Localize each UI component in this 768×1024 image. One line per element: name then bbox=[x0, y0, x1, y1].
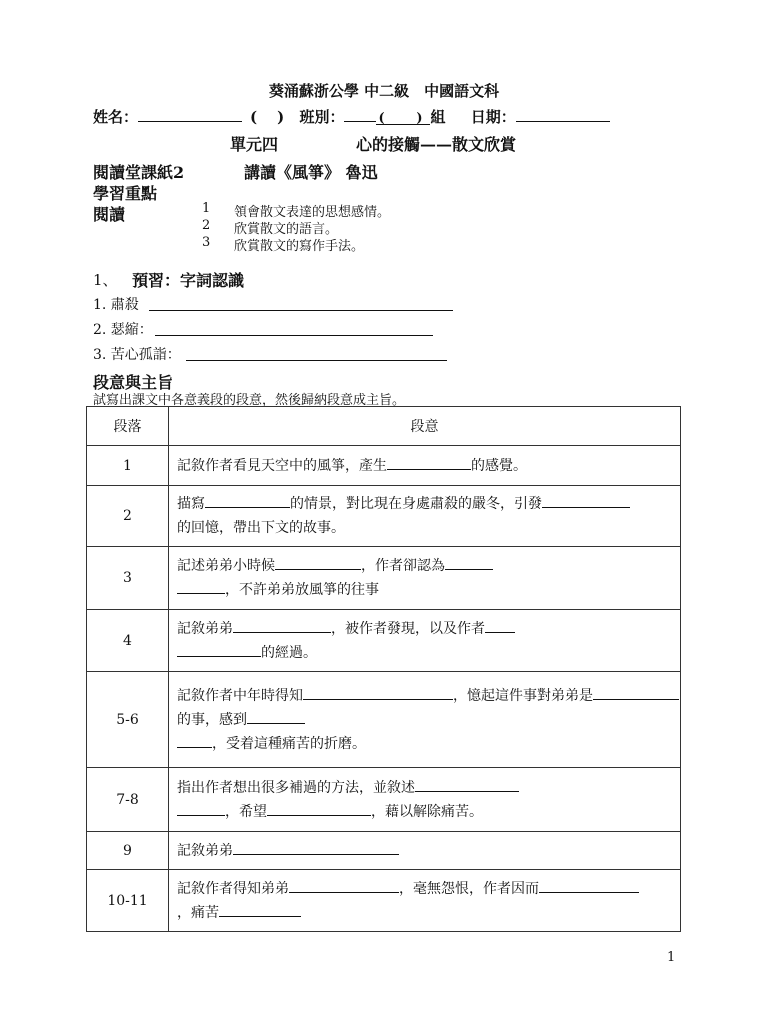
meaning-text: ，痛苦 bbox=[177, 904, 219, 921]
para-meaning bbox=[169, 446, 681, 486]
answer-blank[interactable] bbox=[247, 708, 305, 724]
para-number: 9 bbox=[87, 832, 169, 870]
meaning-text: 記敘作者看見天空中的風箏，產生 bbox=[177, 457, 387, 474]
name-field[interactable] bbox=[138, 108, 242, 122]
meaning-text: ，藉以解除痛苦。 bbox=[371, 803, 483, 820]
answer-blank[interactable] bbox=[233, 617, 331, 633]
answer-blank[interactable] bbox=[289, 877, 399, 893]
answer-blank[interactable] bbox=[233, 839, 399, 855]
vocab-item-1 bbox=[93, 294, 139, 314]
answer-blank[interactable] bbox=[177, 578, 225, 594]
meaning-text: ，受着這種痛苦的折磨。 bbox=[212, 735, 366, 752]
class-label: 班別： bbox=[299, 108, 345, 126]
para-meaning bbox=[169, 768, 681, 832]
meaning-text: 的回憶，帶出下文的故事。 bbox=[177, 520, 345, 536]
meaning-text: 記敘作者得知弟弟 bbox=[177, 880, 289, 897]
para-meaning bbox=[169, 672, 681, 768]
table-row bbox=[87, 547, 681, 610]
vocab-item-2 bbox=[93, 319, 153, 339]
meaning-text: 的感覺。 bbox=[471, 457, 527, 474]
focus-heading: 學習重點 bbox=[93, 184, 158, 203]
answer-blank[interactable] bbox=[485, 617, 515, 633]
para-number: 1 bbox=[87, 446, 169, 486]
reading-label: 閱讀 bbox=[93, 205, 126, 224]
answer-blank[interactable] bbox=[539, 877, 639, 893]
date-label: 日期： bbox=[470, 108, 516, 126]
class-field[interactable] bbox=[344, 108, 376, 122]
unit-title: 心的接觸——散文欣賞 bbox=[356, 135, 517, 154]
preview-heading: 預習：字詞認識 bbox=[132, 271, 245, 290]
preview-heading-num: 1、 bbox=[93, 271, 118, 289]
para-number: 7-8 bbox=[87, 768, 169, 832]
vocab-3-answer-line[interactable] bbox=[186, 346, 447, 361]
answer-blank[interactable] bbox=[177, 800, 225, 816]
answer-blank[interactable] bbox=[205, 492, 290, 508]
para-meaning bbox=[169, 486, 681, 547]
group-label: 組 bbox=[430, 108, 446, 126]
meaning-text: ，希望 bbox=[225, 803, 267, 820]
answer-blank[interactable] bbox=[445, 554, 493, 570]
objective-1-text: 領會散文表達的思想感情。 bbox=[234, 205, 391, 220]
page-number: 1 bbox=[667, 950, 676, 965]
para-number: 3 bbox=[87, 547, 169, 610]
vocab-1-answer-line[interactable] bbox=[149, 296, 453, 311]
answer-blank[interactable] bbox=[275, 554, 361, 570]
vocab-1-label: 1. 肅殺 bbox=[93, 297, 139, 313]
objective-2-text: 欣賞散文的語言。 bbox=[234, 222, 339, 237]
paragraph-meaning-table bbox=[86, 406, 681, 932]
meaning-text: ，毫無怨恨，作者因而 bbox=[399, 880, 539, 897]
meaning-text: 記敘弟弟 bbox=[177, 842, 233, 859]
answer-blank[interactable] bbox=[177, 641, 261, 657]
objective-3-num: 3 bbox=[202, 235, 211, 250]
meaning-text: 的事，感到 bbox=[177, 711, 247, 728]
meaning-text: ，憶起這件事對弟弟是 bbox=[453, 687, 593, 704]
table-row bbox=[87, 870, 681, 932]
answer-blank[interactable] bbox=[542, 492, 630, 508]
objective-3-text: 欣賞散文的寫作手法。 bbox=[234, 239, 365, 254]
para-number: 10-11 bbox=[87, 870, 169, 932]
para-number: 4 bbox=[87, 610, 169, 672]
section-heading: 段意與主旨 bbox=[93, 373, 174, 392]
table-row bbox=[87, 832, 681, 870]
meaning-text: ，被作者發現，以及作者 bbox=[331, 620, 485, 637]
meaning-text: 記述弟弟小時候 bbox=[177, 558, 275, 574]
lesson-text-title: 講讀《風箏》 魯迅 bbox=[244, 163, 378, 182]
para-number: 5-6 bbox=[87, 672, 169, 768]
answer-blank[interactable] bbox=[415, 776, 519, 792]
para-meaning bbox=[169, 870, 681, 932]
answer-blank[interactable] bbox=[177, 732, 212, 748]
student-info-row: 姓名： ( ) 班別： ( ) 組 日期： bbox=[93, 106, 610, 127]
objective-2-num: 2 bbox=[202, 218, 211, 233]
vocab-2-label: 2. 瑟縮： bbox=[93, 322, 153, 338]
table-row bbox=[87, 610, 681, 672]
section-instruction: 試寫出課文中各意義段的段意，然後歸納段意成主旨。 bbox=[93, 393, 406, 408]
col-header-meaning: 段意 bbox=[169, 407, 681, 446]
table-row bbox=[87, 672, 681, 768]
table-row bbox=[87, 446, 681, 486]
meaning-text: 的經過。 bbox=[261, 644, 317, 661]
table-row bbox=[87, 768, 681, 832]
meaning-text: 指出作者想出很多補過的方法，並敘述 bbox=[177, 779, 415, 796]
answer-blank[interactable] bbox=[303, 684, 453, 700]
answer-blank[interactable] bbox=[593, 684, 679, 700]
table-row bbox=[87, 486, 681, 547]
answer-blank[interactable] bbox=[219, 901, 301, 917]
meaning-text: 的情景，對比現在身處肅殺的嚴冬，引發 bbox=[290, 496, 542, 512]
para-meaning bbox=[169, 610, 681, 672]
vocab-item-3 bbox=[93, 344, 181, 364]
date-field[interactable] bbox=[516, 108, 610, 122]
unit-label: 單元四 bbox=[230, 135, 279, 154]
meaning-text: ，作者卻認為 bbox=[361, 558, 445, 574]
para-meaning bbox=[169, 547, 681, 610]
para-number: 2 bbox=[87, 486, 169, 547]
table-header-row bbox=[87, 407, 681, 446]
worksheet-label: 閱讀堂課紙2 bbox=[93, 163, 185, 182]
answer-blank[interactable] bbox=[267, 800, 371, 816]
meaning-text: 描寫 bbox=[177, 496, 205, 512]
col-header-paragraph: 段落 bbox=[87, 407, 169, 446]
meaning-text: 記敘弟弟 bbox=[177, 620, 233, 637]
name-label: 姓名： bbox=[93, 108, 139, 126]
group-field[interactable]: ( ) bbox=[376, 111, 430, 125]
objective-1-num: 1 bbox=[202, 201, 211, 216]
school-title: 葵涌蘇浙公學 中二級 中國語文科 bbox=[268, 82, 500, 100]
answer-blank[interactable] bbox=[387, 454, 471, 470]
para-meaning bbox=[169, 832, 681, 870]
vocab-2-answer-line[interactable] bbox=[155, 321, 433, 336]
meaning-text: 記敘作者中年時得知 bbox=[177, 687, 303, 704]
vocab-3-label: 3. 苦心孤詣： bbox=[93, 347, 181, 363]
meaning-text: ，不許弟弟放風箏的往事 bbox=[225, 582, 379, 598]
